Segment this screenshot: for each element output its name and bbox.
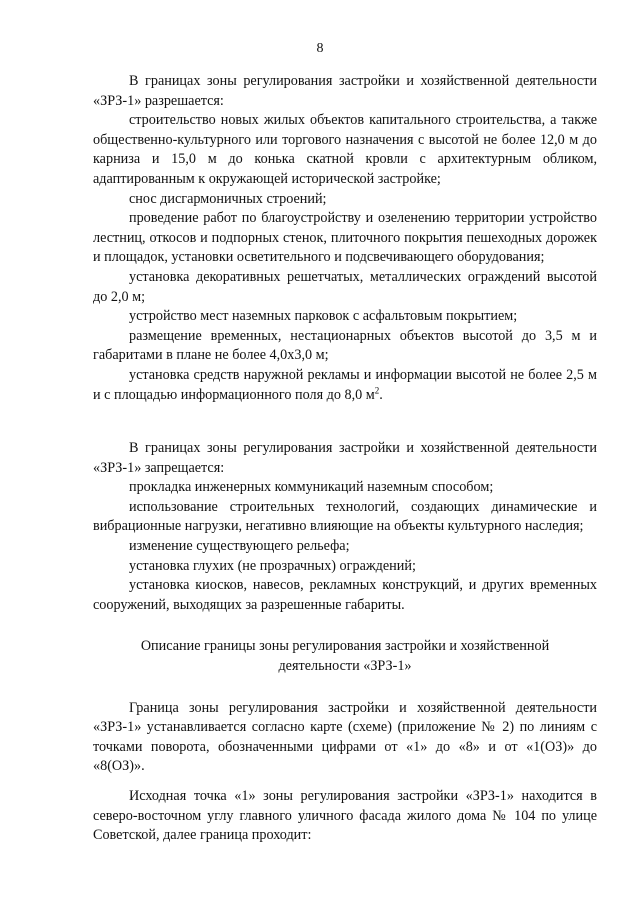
- page-number: 8: [316, 41, 324, 56]
- permitted-intro: В границах зоны регулирования застройки и хозяйственной деятельности «ЗРЗ-1» разрешается:: [93, 73, 597, 109]
- prohibited-item: установка глухих (не прозрачных) ограждений;: [129, 557, 416, 574]
- section-heading: [93, 637, 597, 676]
- prohibited-item: использование строительных технологий, создающих динамические и вибрационные нагрузки, негативно влияющие на объекты культурного наследия;: [93, 498, 597, 535]
- square-superscript: 2: [374, 384, 380, 395]
- starting-point-paragraph: Исходная точка «1» зоны регулирования застройки «ЗРЗ-1» находится в северо-восточном углу главного уличного фасада жилого дома № 104 по улице Советской, далее граница проходит:: [93, 788, 597, 844]
- advertising-text: установка средств наружной рекламы и информации высотой не более 2,5 м и с площадью информационного поля до 8,0 м: [93, 366, 597, 403]
- prohibited-item: установка киосков, навесов, рекламных конструкций, и других временных сооружений, выходящих за разрешенные габариты.: [93, 577, 597, 613]
- advertising-end: .: [379, 386, 383, 403]
- permitted-item: размещение временных, нестационарных объектов высотой до 3,5 м и габаритами в плане не более 4,0х3,0 м;: [93, 327, 597, 364]
- permitted-item: установка декоративных решетчатых, металлических ограждений высотой до 2,0 м;: [93, 268, 597, 305]
- heading-line-1: Описание границы зоны регулирования застройки и хозяйственной: [140, 638, 550, 655]
- prohibited-intro: В границах зоны регулирования застройки и хозяйственной деятельности «ЗРЗ-1» запрещается:: [93, 440, 597, 476]
- prohibited-item: прокладка инженерных коммуникаций наземным способом;: [129, 479, 494, 496]
- prohibited-item: изменение существующего рельефа;: [129, 538, 350, 555]
- permitted-item-advertising: [93, 366, 597, 405]
- permitted-item: проведение работ по благоустройству и озеленению территории устройство лестниц, откосов и подпорных стенок, плиточного покрытия пешеходных дорожек и площадок, установки осветительного и подсвечивающего оборудования;: [93, 210, 597, 266]
- document-body: [93, 72, 597, 846]
- permitted-item: строительство новых жилых объектов капитального строительства, а также общественно-культурного или торгового назначения с высотой не более 12,0 м до карниза и 15,0 м до конька скатной кровли с архитектурным обликом, адаптированным к окружающей исторической застройке;: [93, 112, 597, 187]
- permitted-item: снос дисгармоничных строений;: [129, 190, 327, 207]
- boundary-paragraph: Граница зоны регулирования застройки и хозяйственной деятельности «ЗРЗ-1» устанавливается согласно карте (схеме) (приложение № 2) по линиям с точками поворота, обозначенными цифрами от «1» до «8» и от «1(ОЗ)» до «8(ОЗ)».: [93, 699, 597, 775]
- heading-line-2: деятельности «ЗРЗ-1»: [278, 658, 412, 675]
- permitted-item: устройство мест наземных парковок с асфальтовым покрытием;: [129, 308, 518, 325]
